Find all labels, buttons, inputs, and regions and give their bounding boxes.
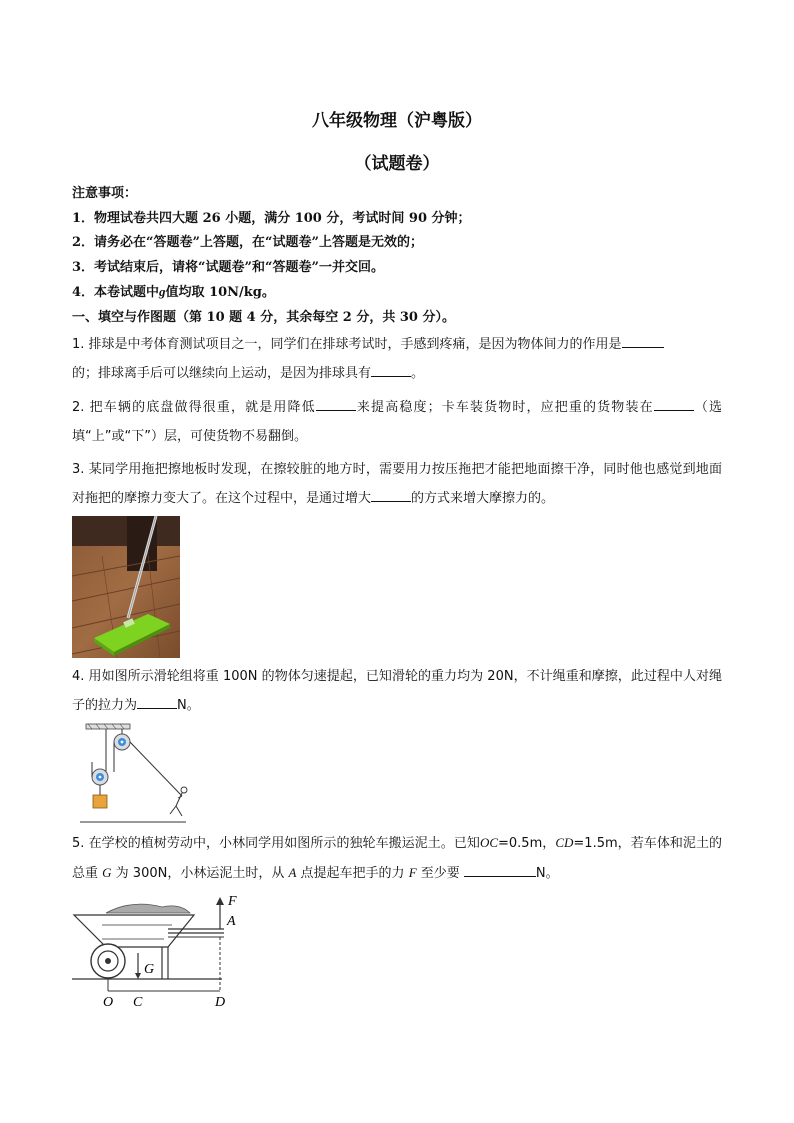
notice-item-3: 3．考试结束后，请将“试题卷”和“答题卷”一并交回。	[72, 259, 384, 275]
q2-text-2: 来提高稳度；卡车装货物时，应把重的货物装在	[355, 400, 654, 415]
q2-blank-1[interactable]	[316, 395, 356, 411]
q5-text-2: 为 300N，小林运泥土时，从	[111, 866, 289, 881]
label-c: C	[133, 995, 143, 1009]
section-1-heading: 一、填空与作图题（第 10 题 4 分，其余每空 2 分，共 30 分）。	[72, 309, 455, 325]
q5-val-oc: =0.5m，	[498, 836, 556, 851]
q5-var-f: F	[408, 865, 417, 880]
q3-text-2: 的方式来增大摩擦力的。	[411, 491, 555, 506]
q1-text-1: 1. 排球是中考体育测试项目之一，同学们在排球考试时，手感到疼痛，是因为物体间力的作用是	[72, 337, 622, 352]
q1-text-2: 的；排球离手后可以继续向上运动，是因为排球具有	[72, 366, 372, 381]
q5-text-5: N。	[535, 866, 559, 881]
label-g: G	[144, 962, 155, 977]
notice-item-1: 1．物理试卷共四大题 26 小题，满分 100 分，考试时间 90 分钟；	[72, 210, 471, 226]
q5-blank-1[interactable]	[464, 861, 536, 877]
wheelbarrow-figure	[72, 893, 250, 1009]
q5-text-3: 点提起车把手的力	[296, 866, 409, 881]
notice-heading: 注意事项：	[72, 186, 138, 201]
q4-blank-1[interactable]	[137, 693, 177, 709]
question-2	[72, 393, 722, 451]
page-subtitle: （试题卷）	[354, 154, 440, 174]
q4-text-2: N。	[177, 698, 200, 713]
label-d: D	[215, 995, 226, 1009]
q5-val-cd: =1.5m，若车体和泥土的总重	[72, 836, 722, 881]
label-f: F	[228, 894, 237, 909]
mop-photo	[72, 516, 180, 658]
notice-item-4-pre: 4．本卷试题中	[72, 285, 160, 300]
question-1	[72, 330, 722, 388]
label-o: O	[103, 995, 114, 1009]
notice-item-4-var: g	[159, 284, 166, 299]
pulley-figure	[78, 722, 188, 830]
notice-item-2: 2．请务必在“答题卷”上答题，在“试题卷”上答题是无效的；	[72, 235, 423, 250]
question-4	[72, 662, 722, 720]
notice-item-4-post: 值均取 10N/kg。	[165, 285, 275, 300]
q5-text-1: 5. 在学校的植树劳动中，小林同学用如图所示的独轮车搬运泥土。已知	[72, 836, 480, 851]
q1-blank-1[interactable]	[622, 332, 664, 348]
q4-text-1: 4. 用如图所示滑轮组将重 100N 的物体匀速提起，已知滑轮的重力均为 20N，不计绳重和摩擦，此过程中人对绳子的拉力为	[72, 669, 722, 713]
notice-item-4	[72, 280, 471, 306]
q2-blank-2[interactable]	[654, 395, 694, 411]
page-title: 八年级物理（沪粤版）	[312, 111, 482, 131]
label-a: A	[227, 914, 236, 929]
q1-text-3: 。	[411, 366, 425, 381]
q5-var-g: G	[102, 865, 112, 880]
soil-heap	[106, 904, 190, 913]
q5-var-oc: OC	[479, 835, 499, 850]
q2-text-3: （选填“上”或“下”）层，可使货物不易翻倒。	[72, 400, 722, 444]
q3-text-1: 3. 某同学用拖把擦地板时发现，在擦较脏的地方时，需要用力按压拖把才能把地面擦干净，同时他也感觉到地面对拖把的摩擦力变大了。在这个过程中，是通过增大	[72, 462, 722, 506]
question-5	[72, 828, 722, 888]
notice-block	[72, 182, 471, 330]
q5-var-a: A	[288, 865, 297, 880]
q3-blank-1[interactable]	[371, 486, 411, 502]
question-3	[72, 455, 722, 513]
q5-text-4: 至少要	[416, 866, 464, 881]
q1-blank-2[interactable]	[371, 361, 411, 377]
q2-text-1: 2. 把车辆的底盘做得很重，就是用降低	[72, 400, 316, 415]
barrow-tray	[74, 915, 194, 947]
q5-var-cd: CD	[555, 835, 574, 850]
